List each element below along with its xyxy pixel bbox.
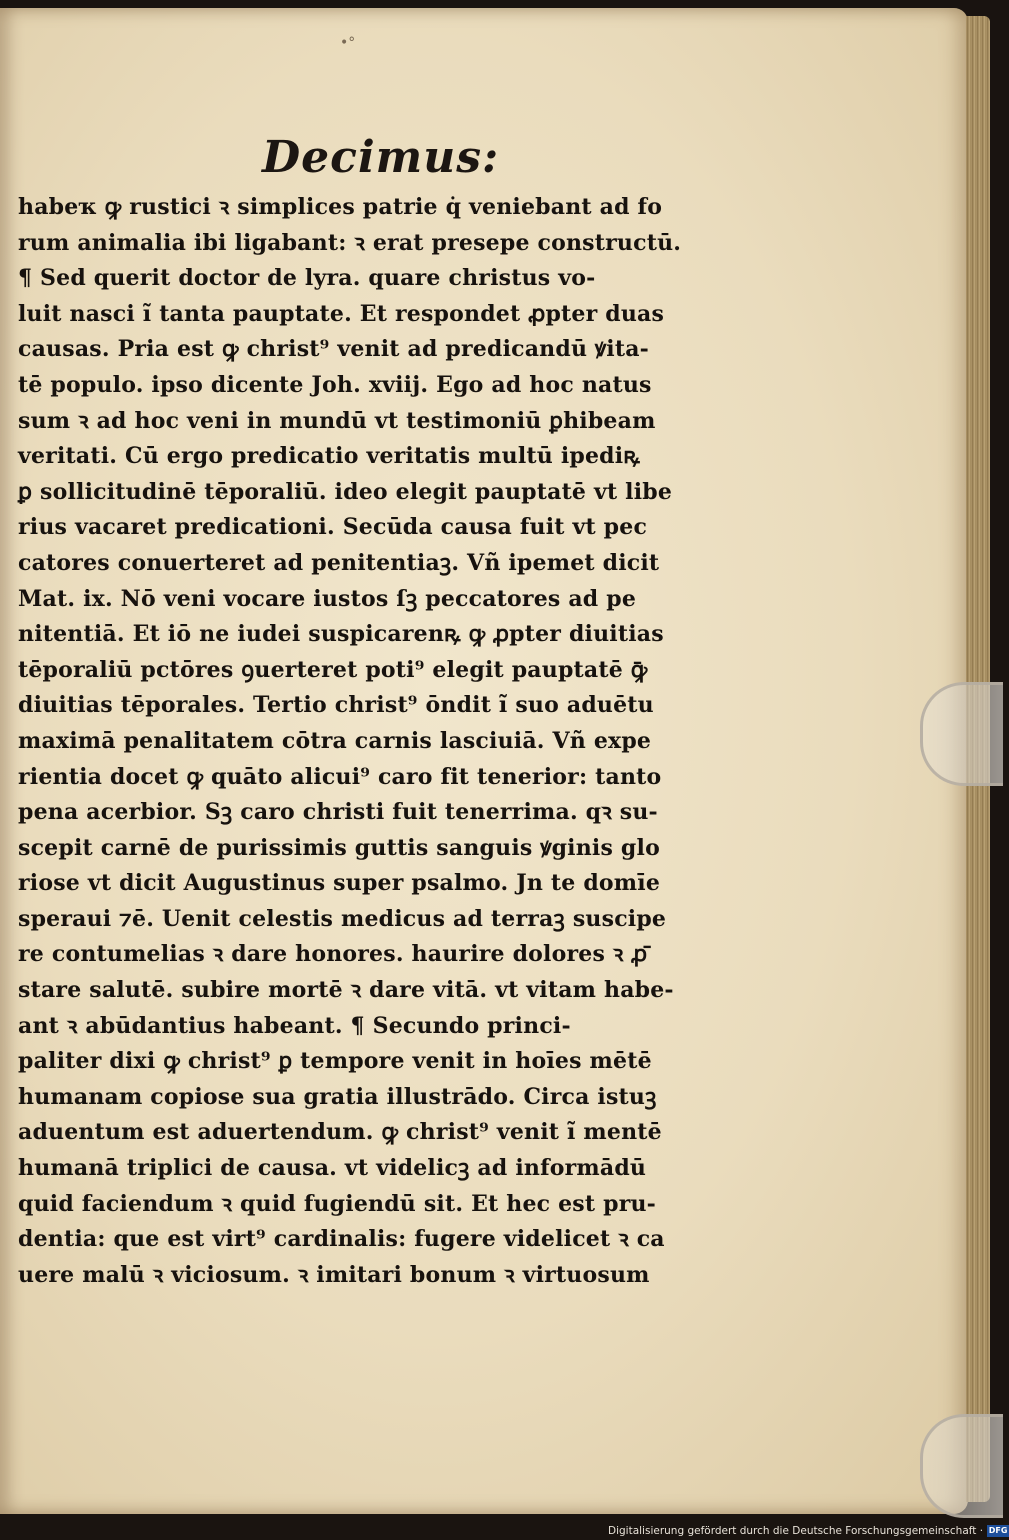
text-line: luit nasci ĩ tanta pauptate. Et respondet ꝓpter duas bbox=[18, 300, 665, 327]
text-line: scepit carnē de purissimis guttis sanguis ꝟginis glo bbox=[18, 834, 660, 861]
running-head: Decimus: bbox=[262, 132, 500, 183]
text-line: causas. Pria est ꝙ christ⁹ venit ad predicandū ꝟita- bbox=[18, 336, 649, 363]
text-line: riose vt dicit Augustinus super psalmo. Jn te domīe bbox=[18, 870, 661, 897]
text-line: pena acerbior. Sꝫ caro christi fuit tenerrima. qꝛ su- bbox=[18, 799, 658, 826]
text-line: nitentiā. Et iō ne iudei suspicarenꝶ ꝙ ꝓpter diuitias bbox=[18, 621, 664, 648]
text-line: ꝑ sollicitudinē tēporaliū. ideo elegit pauptatē vt libe bbox=[18, 478, 673, 505]
text-line: ant ꝛ abūdantius habeant. ¶ Secundo princi- bbox=[18, 1012, 571, 1039]
text-line: maximā penalitatem cōtra carnis lasciuiā. Vñ expe bbox=[18, 727, 652, 754]
text-line: tēporaliū pctōres ꝯuerteret poti⁹ elegit pauptatē ꝙ̄ bbox=[18, 656, 648, 683]
credit-text: Digitalisierung gefördert durch die Deutsche Forschungsgemeinschaft · bbox=[608, 1525, 984, 1537]
text-line: habeҡ ꝙ rustici ꝛ simplices patrie q̇ veniebant ad fo bbox=[18, 194, 663, 220]
dfg-logo: DFG bbox=[988, 1526, 1008, 1535]
text-line: quid faciendum ꝛ quid fugiendū sit. Et hec est pru- bbox=[18, 1190, 657, 1217]
page-clip-top bbox=[920, 682, 1003, 786]
text-line: rum animalia ibi ligabant: ꝛ erat presepe constructū. bbox=[18, 229, 682, 256]
text-line: aduentum est aduertendum. ꝙ christ⁹ venit ĩ mentē bbox=[18, 1119, 662, 1146]
text-block bbox=[18, 190, 738, 1290]
text-line: humanam copiose sua gratia illustrādo. Circa istuꝫ bbox=[18, 1083, 657, 1110]
text-line: uere malū ꝛ viciosum. ꝛ imitari bonum ꝛ virtuosum bbox=[18, 1261, 650, 1288]
text-line: ¶ Sed querit doctor de lyra. quare christus vo- bbox=[18, 265, 596, 292]
text-line: paliter dixi ꝙ christ⁹ ꝑ tempore venit in hoīes mētē bbox=[18, 1048, 652, 1075]
text-line: diuitias tēporales. Tertio christ⁹ ōndit ĩ suo aduētu bbox=[18, 692, 654, 719]
text-line: rius vacaret predicationi. Secūda causa fuit vt pec bbox=[18, 514, 648, 541]
text-line: dentia: que est virt⁹ cardinalis: fugere videlicet ꝛ ca bbox=[18, 1226, 665, 1253]
ink-mark: •° bbox=[340, 35, 356, 51]
text-line: stare salutē. subire mortē ꝛ dare vitā. vt vitam habe- bbox=[18, 977, 674, 1004]
text-line: speraui ⁊ē. Uenit celestis medicus ad terraꝫ suscipe bbox=[18, 905, 667, 932]
text-line: veritati. Cū ergo predicatio veritatis multū ipediꝶ bbox=[18, 443, 641, 470]
text-line: humanā triplici de causa. vt videlicꝫ ad informādū bbox=[18, 1155, 647, 1182]
text-line: Mat. ix. Nō veni vocare iustos ſꝫ peccatores ad pe bbox=[18, 585, 637, 612]
text-line: tē populo. ipso dicente Joh. xviij. Ego ad hoc natus bbox=[18, 371, 652, 398]
digitization-credit bbox=[608, 1524, 1008, 1538]
text-line: rientia docet ꝙ quāto alicui⁹ caro fit tenerior: tanto bbox=[18, 763, 662, 790]
page-clip-bottom bbox=[920, 1414, 1003, 1518]
text-line: re contumelias ꝛ dare honores. haurire dolores ꝛ ꝓ̄ bbox=[18, 941, 648, 968]
text-line: sum ꝛ ad hoc veni in mundū vt testimoniū ꝑhibeam bbox=[18, 407, 656, 434]
text-line: catores conuerteret ad penitentiaꝫ. Vñ ipemet dicit bbox=[18, 549, 660, 576]
